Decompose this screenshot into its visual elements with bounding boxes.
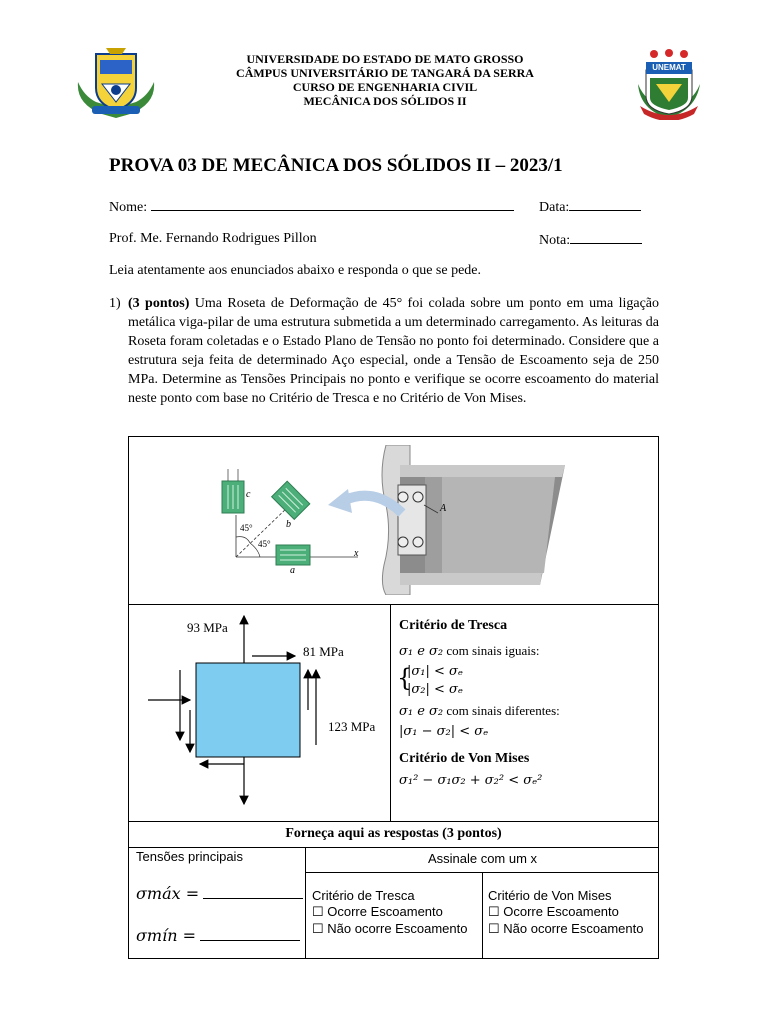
campus-name: CÂMPUS UNIVERSITÁRIO DE TANGARÁ DA SERRA: [236, 66, 534, 80]
sigma-y-label: 93 MPa: [187, 620, 228, 635]
stress-element: [140, 610, 385, 815]
label-angle-2: 45°: [258, 539, 271, 549]
label-angle-1: 45°: [240, 523, 253, 533]
university-name: UNIVERSIDADE DO ESTADO DE MATO GROSSO: [246, 52, 524, 66]
tresca-answer-label: Critério de Tresca: [312, 888, 415, 903]
sigma-pair-2: σ₁ e σ₂: [399, 704, 444, 719]
rosette-illustration: [210, 445, 580, 595]
sigma-min-label: σmín =: [136, 926, 197, 945]
exam-title: PROVA 03 DE MECÂNICA DOS SÓLIDOS II – 2023/1: [109, 155, 563, 176]
label-c: c: [246, 489, 251, 500]
question-points: (3 pontos): [128, 296, 190, 311]
question-number: 1): [109, 296, 121, 311]
tresca-occurs-checkbox[interactable]: ☐ Ocorre Escoamento: [312, 904, 443, 919]
principal-label: Tensões principais: [136, 849, 243, 864]
unemat-logo: [634, 48, 704, 120]
vonmises-not-occurs-checkbox[interactable]: ☐ Não ocorre Escoamento: [488, 921, 644, 936]
same-sign-text: com sinais iguais:: [446, 643, 540, 658]
tresca-cond-2: |σ₂| < σₑ: [407, 682, 463, 697]
discipline-name: MECÂNICA DOS SÓLIDOS II: [303, 94, 467, 108]
vonmises-title: Critério de Von Mises: [399, 751, 530, 766]
sigma-min-field[interactable]: [200, 928, 300, 941]
instructions: Leia atentamente aos enunciados abaixo e responda o que se pede.: [109, 263, 482, 278]
tresca-cond-1: |σ₁| < σₑ: [407, 664, 463, 679]
sigma-max-field[interactable]: [203, 886, 303, 899]
date-field[interactable]: [569, 198, 641, 211]
sigma-x-label: 123 MPa: [328, 719, 376, 734]
tresca-cond-3: |σ₁ − σ₂| < σₑ: [399, 724, 489, 739]
vonmises-cond: σ₁² − σ₁σ₂ + σ₂² < σₑ²: [399, 773, 543, 788]
label-x: x: [354, 548, 359, 559]
name-label: Nome:: [109, 200, 148, 215]
vonmises-answer-label: Critério de Von Mises: [488, 888, 612, 903]
tresca-not-occurs-checkbox[interactable]: ☐ Não ocorre Escoamento: [312, 921, 468, 936]
diff-sign-text: com sinais diferentes:: [446, 703, 560, 718]
course-name: CURSO DE ENGENHARIA CIVIL: [292, 80, 478, 94]
mato-grosso-coat-of-arms-logo: [72, 44, 160, 120]
sigma-max-label: σmáx =: [136, 884, 200, 903]
mark-label: Assinale com um x: [427, 851, 538, 866]
label-point-a: A: [440, 503, 447, 514]
answers-header: Forneça aqui as respostas (3 pontos): [285, 826, 502, 841]
label-b: b: [286, 519, 291, 530]
tau-label: 81 MPa: [303, 644, 344, 659]
name-field[interactable]: [151, 198, 514, 211]
question-1: [109, 294, 659, 408]
unemat-logo-text: UNEMAT: [652, 63, 686, 72]
criteria-panel: Critério de Tresca σ₁ e σ₂ com sinais iguais: { |σ₁| < σₑ |σ₂| < σₑ σ₁ e σ₂ com sinais diferentes: |σ₁ − σ₂| < σₑ Critério de Von Mises σ₁² − σ₁σ₂ + σ₂² < σₑ²: [399, 618, 654, 788]
vonmises-occurs-checkbox[interactable]: ☐ Ocorre Escoamento: [488, 904, 619, 919]
sigma-pair-1: σ₁ e σ₂: [399, 644, 444, 659]
grade-field[interactable]: [570, 231, 642, 244]
tresca-title: Critério de Tresca: [399, 618, 508, 633]
label-a: a: [290, 565, 295, 576]
professor-name: Prof. Me. Fernando Rodrigues Pillon: [109, 231, 317, 246]
date-label: Data:: [539, 200, 570, 215]
grade-label: Nota:: [539, 233, 571, 248]
question-text: Uma Roseta de Deformação de 45° foi colada sobre um ponto em uma ligação metálica viga-pilar de uma estrutura submetida a um determinado carregamento. As leituras da Roseta foram coletadas e o Estado Plano de Tensão no ponto foi determinado. Considere que a estrutura seja feita de determinado Aço especial, onde a Tensão de Escoamento seja de 250 MPa. Determine as Tensões Principais no ponto e verifique se ocorre escoamento do material neste ponto com base no Critério de Tresca e no Critério de Von Mises.: [128, 296, 660, 406]
